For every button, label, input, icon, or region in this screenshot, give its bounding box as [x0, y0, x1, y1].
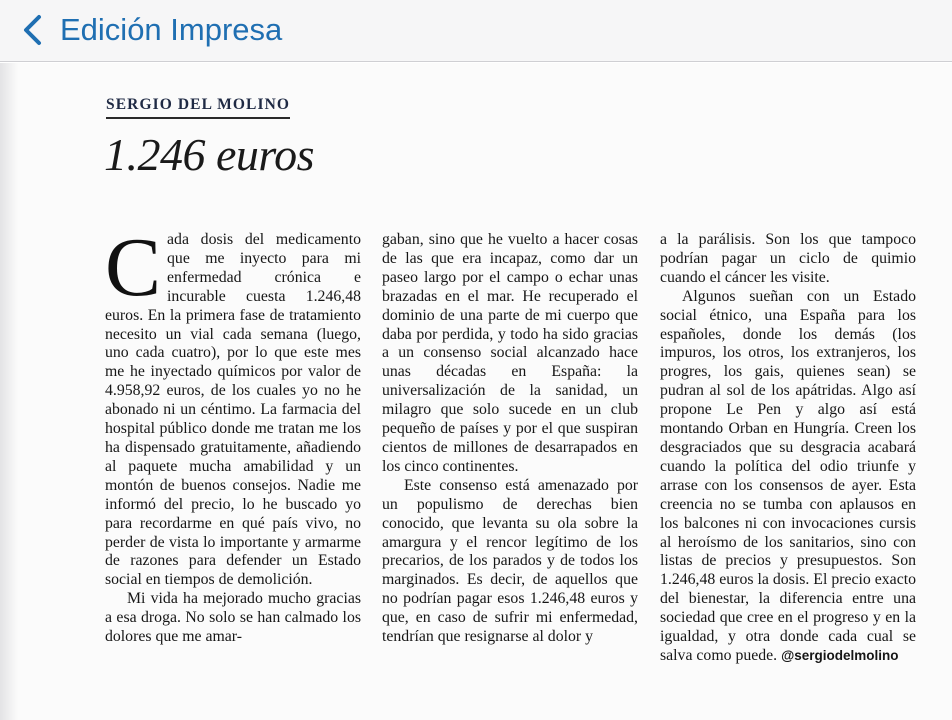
author-handle: @sergiodelmolino [781, 647, 899, 663]
paragraph [660, 288, 916, 666]
paragraph: a la parálisis. Son los que tampoco podrían pagar un ciclo de quimio cuando el cáncer les visite. [660, 231, 916, 286]
navigation-bar [0, 0, 952, 62]
article-author: SERGIO DEL MOLINO [106, 96, 290, 119]
page-edge-shadow [0, 63, 18, 720]
back-button-label: Edición Impresa [60, 12, 283, 47]
paragraph [105, 221, 361, 590]
paragraph-text: ada dosis del medicamento que me inyecto para mi enfermedad crónica e incurable cuesta 1.246,48 euros. En la primera fase de tratamiento necesito un vial cada semana (luego, uno cada cuatro), por lo que este mes me he inyectado químicos por valor de 4.958,92 euros, de los cuales yo no he abonado ni un céntimo. La farmacia del hospital público donde me tratan me los ha dispensado gratuitamente, añadiendo al paquete mucha amabilidad y un montón de buenos consejos. Nadie me informó del precio, lo he buscado yo para recordarme en qué país vivo, no perder de vista lo importante y armarme de razones para defender un Estado social en tiempos de demolición. [105, 231, 361, 589]
article-column-1 [105, 221, 361, 647]
paragraph: Mi vida ha mejorado mucho gracias a esa droga. No solo se han calmado los dolores que me amar- [105, 590, 361, 646]
drop-cap: C [105, 221, 162, 314]
article-column-3 [660, 231, 916, 666]
paragraph: Este consenso está amenazado por un populismo de derechas bien conocido, que levanta su ola sobre la amargura y el rencor legítimo de los precarios, de los parados y de todos los marginados. Es decir, de aquellos que no podrían pagar esos 1.246,48 euros y que, en caso de sufrir mi enfermedad, tendrían que resignarse al dolor y [382, 476, 638, 646]
paragraph-text: Algunos sueñan con un Estado social étnico, una España para los españoles, donde los demás (los impuros, los otros, los extranjeros, los progres, los gais, quienes sean) se pudran al sol de los apátridas. Algo así propone Le Pen y algo así está montando Orban en Hungría. Creen los desgraciados que su desgracia acabará cuando la política del odio triunfe y arrase con los consensos de ayer. Esta creencia no se tumba con aplausos en los balcones ni con invocaciones cursis al heroísmo de los sanitarios, sino con listas de precios y presupuestos. Son 1.246,48 euros la dosis. El precio exacto del bienestar, la diferencia entre una sociedad que cree en el progreso y en la igualdad, y otra donde cada cual se salva como puede. [660, 287, 916, 664]
chevron-left-icon [20, 13, 46, 47]
article-column-2 [382, 231, 638, 647]
back-button[interactable] [20, 8, 282, 52]
article-title: 1.246 euros [104, 129, 315, 180]
paragraph: gaban, sino que he vuelto a hacer cosas de las que era incapaz, como dar un paseo largo por el campo o echar unas brazadas en el mar. He recuperado el dominio de una parte de mi cuerpo que daba por perdida, y todo ha sido gracias a un consenso social alcanzado hace unas décadas en España: la universalización de la sanidad, un milagro que solo sucede en un club pequeño de países y por el que suspiran cientos de millones de desarrapados en los cinco continentes. [382, 231, 638, 475]
